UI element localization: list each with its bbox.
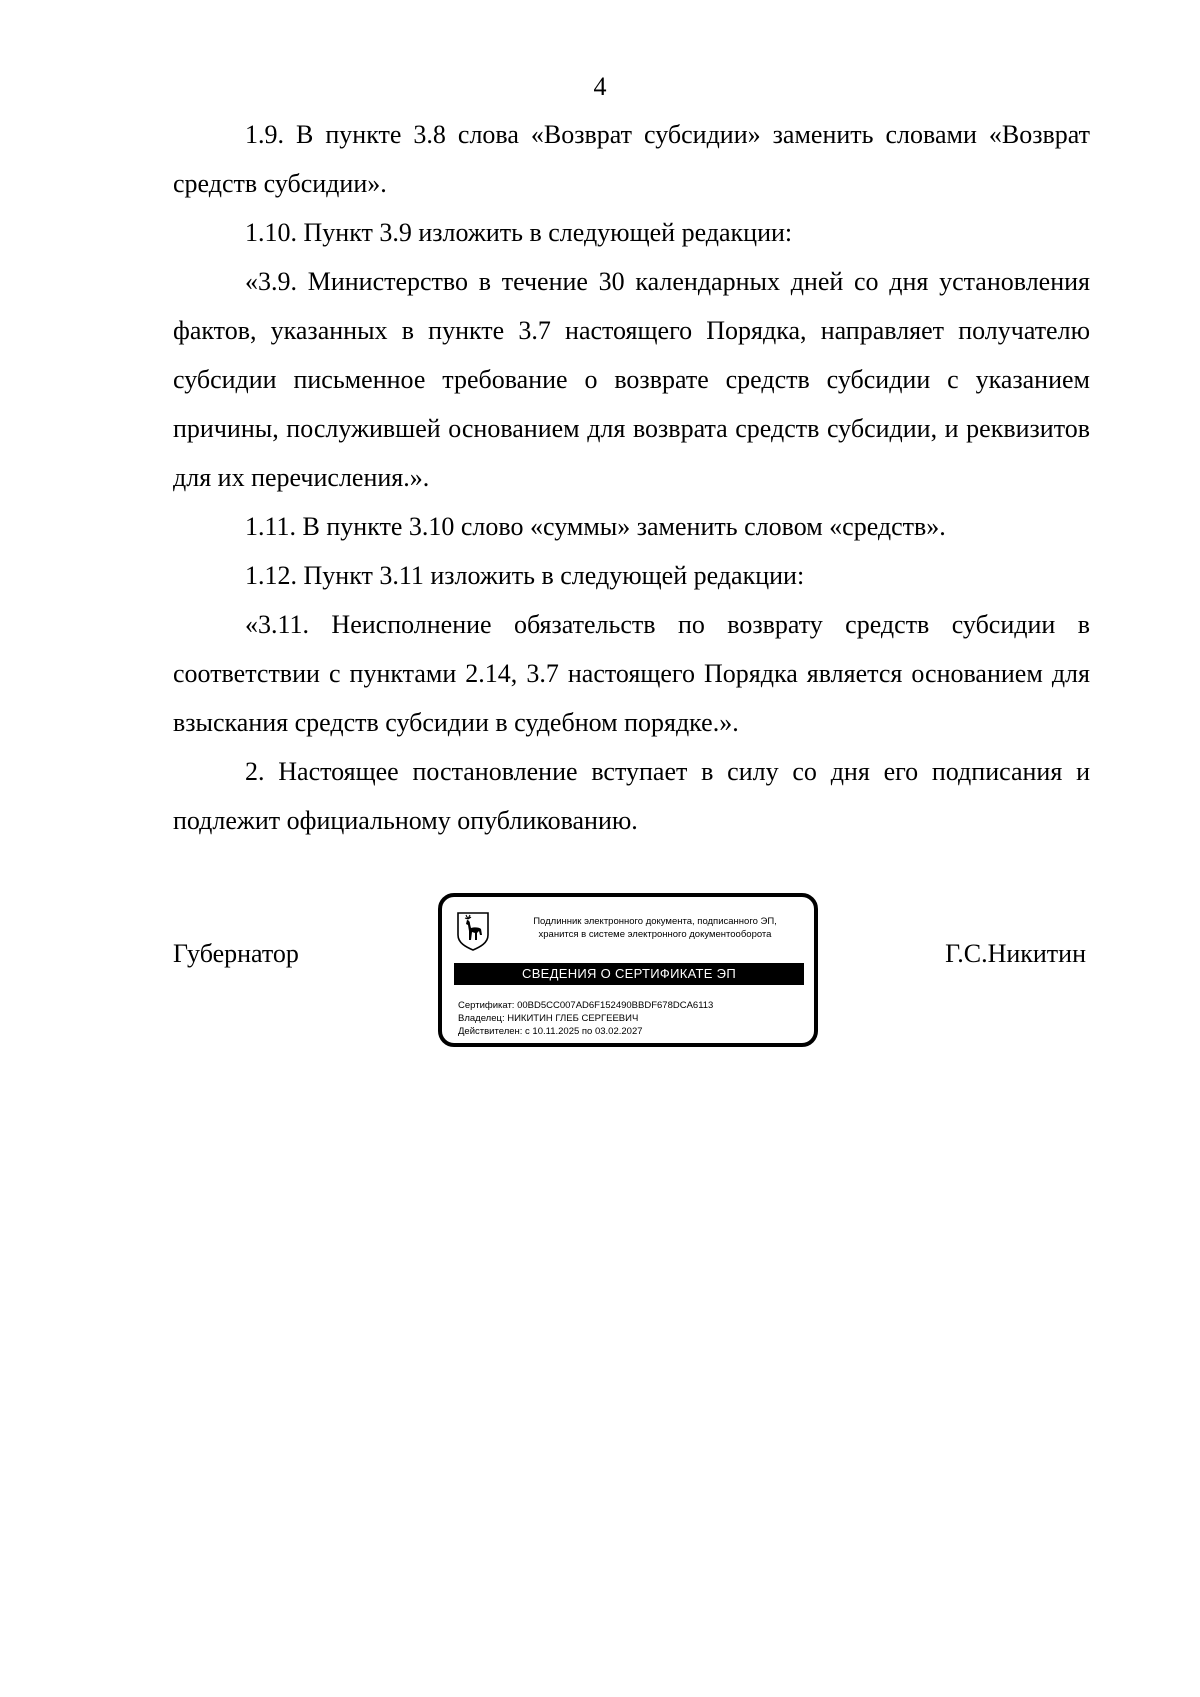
document-body (173, 110, 1090, 845)
stamp-certificate-details (458, 999, 713, 1038)
paragraph-1-11: 1.11. В пункте 3.10 слово «суммы» заменить словом «средств». (245, 512, 946, 541)
stamp-certificate-number: Сертификат: 00BD5CC007AD6F152490BBDF678DCA6113 (458, 1000, 714, 1011)
signer-position: Губернатор (173, 939, 299, 968)
paragraph-3-9-text: «3.9. Министерство в течение 30 календарных дней со дня установления фактов, указанных в пункте 3.7 настоящего Порядка, направляет получателю субсидии письменное требование о возврате средств субсидии с указанием причины, послужившей основанием для возврата средств субсидии, и реквизитов для их перечисления.». (173, 267, 1090, 492)
paragraph-2: 2. Настоящее постановление вступает в силу со дня его подписания и подлежит официальному опубликованию. (173, 757, 1090, 835)
stamp-owner: Владелец: НИКИТИН ГЛЕБ СЕРГЕЕВИЧ (458, 1013, 639, 1024)
paragraph-1-10: 1.10. Пункт 3.9 изложить в следующей редакции: (245, 218, 793, 247)
deer-emblem-icon (456, 911, 490, 951)
signature-block (173, 893, 1090, 1053)
stamp-title: СВЕДЕНИЯ О СЕРТИФИКАТЕ ЭП (454, 963, 804, 985)
stamp-header-line-1: Подлинник электронного документа, подписанного ЭП, (533, 916, 777, 927)
signer-name: Г.С.Никитин (945, 939, 1086, 968)
electronic-signature-stamp (438, 893, 818, 1047)
stamp-header-line-2: хранится в системе электронного документооборота (538, 929, 772, 940)
paragraph-1-12: 1.12. Пункт 3.11 изложить в следующей редакции: (245, 561, 805, 590)
stamp-validity: Действителен: с 10.11.2025 по 03.02.2027 (458, 1026, 643, 1037)
page-number: 4 (593, 72, 607, 101)
paragraph-1-9: 1.9. В пункте 3.8 слова «Возврат субсидии» заменить словами «Возврат средств субсидии». (173, 120, 1090, 198)
paragraph-3-11-text: «3.11. Неисполнение обязательств по возврату средств субсидии в соответствии с пунктами 2.14, 3.7 настоящего Порядка является основанием для взыскания средств субсидии в судебном порядке.». (173, 610, 1090, 737)
stamp-header (500, 915, 810, 941)
